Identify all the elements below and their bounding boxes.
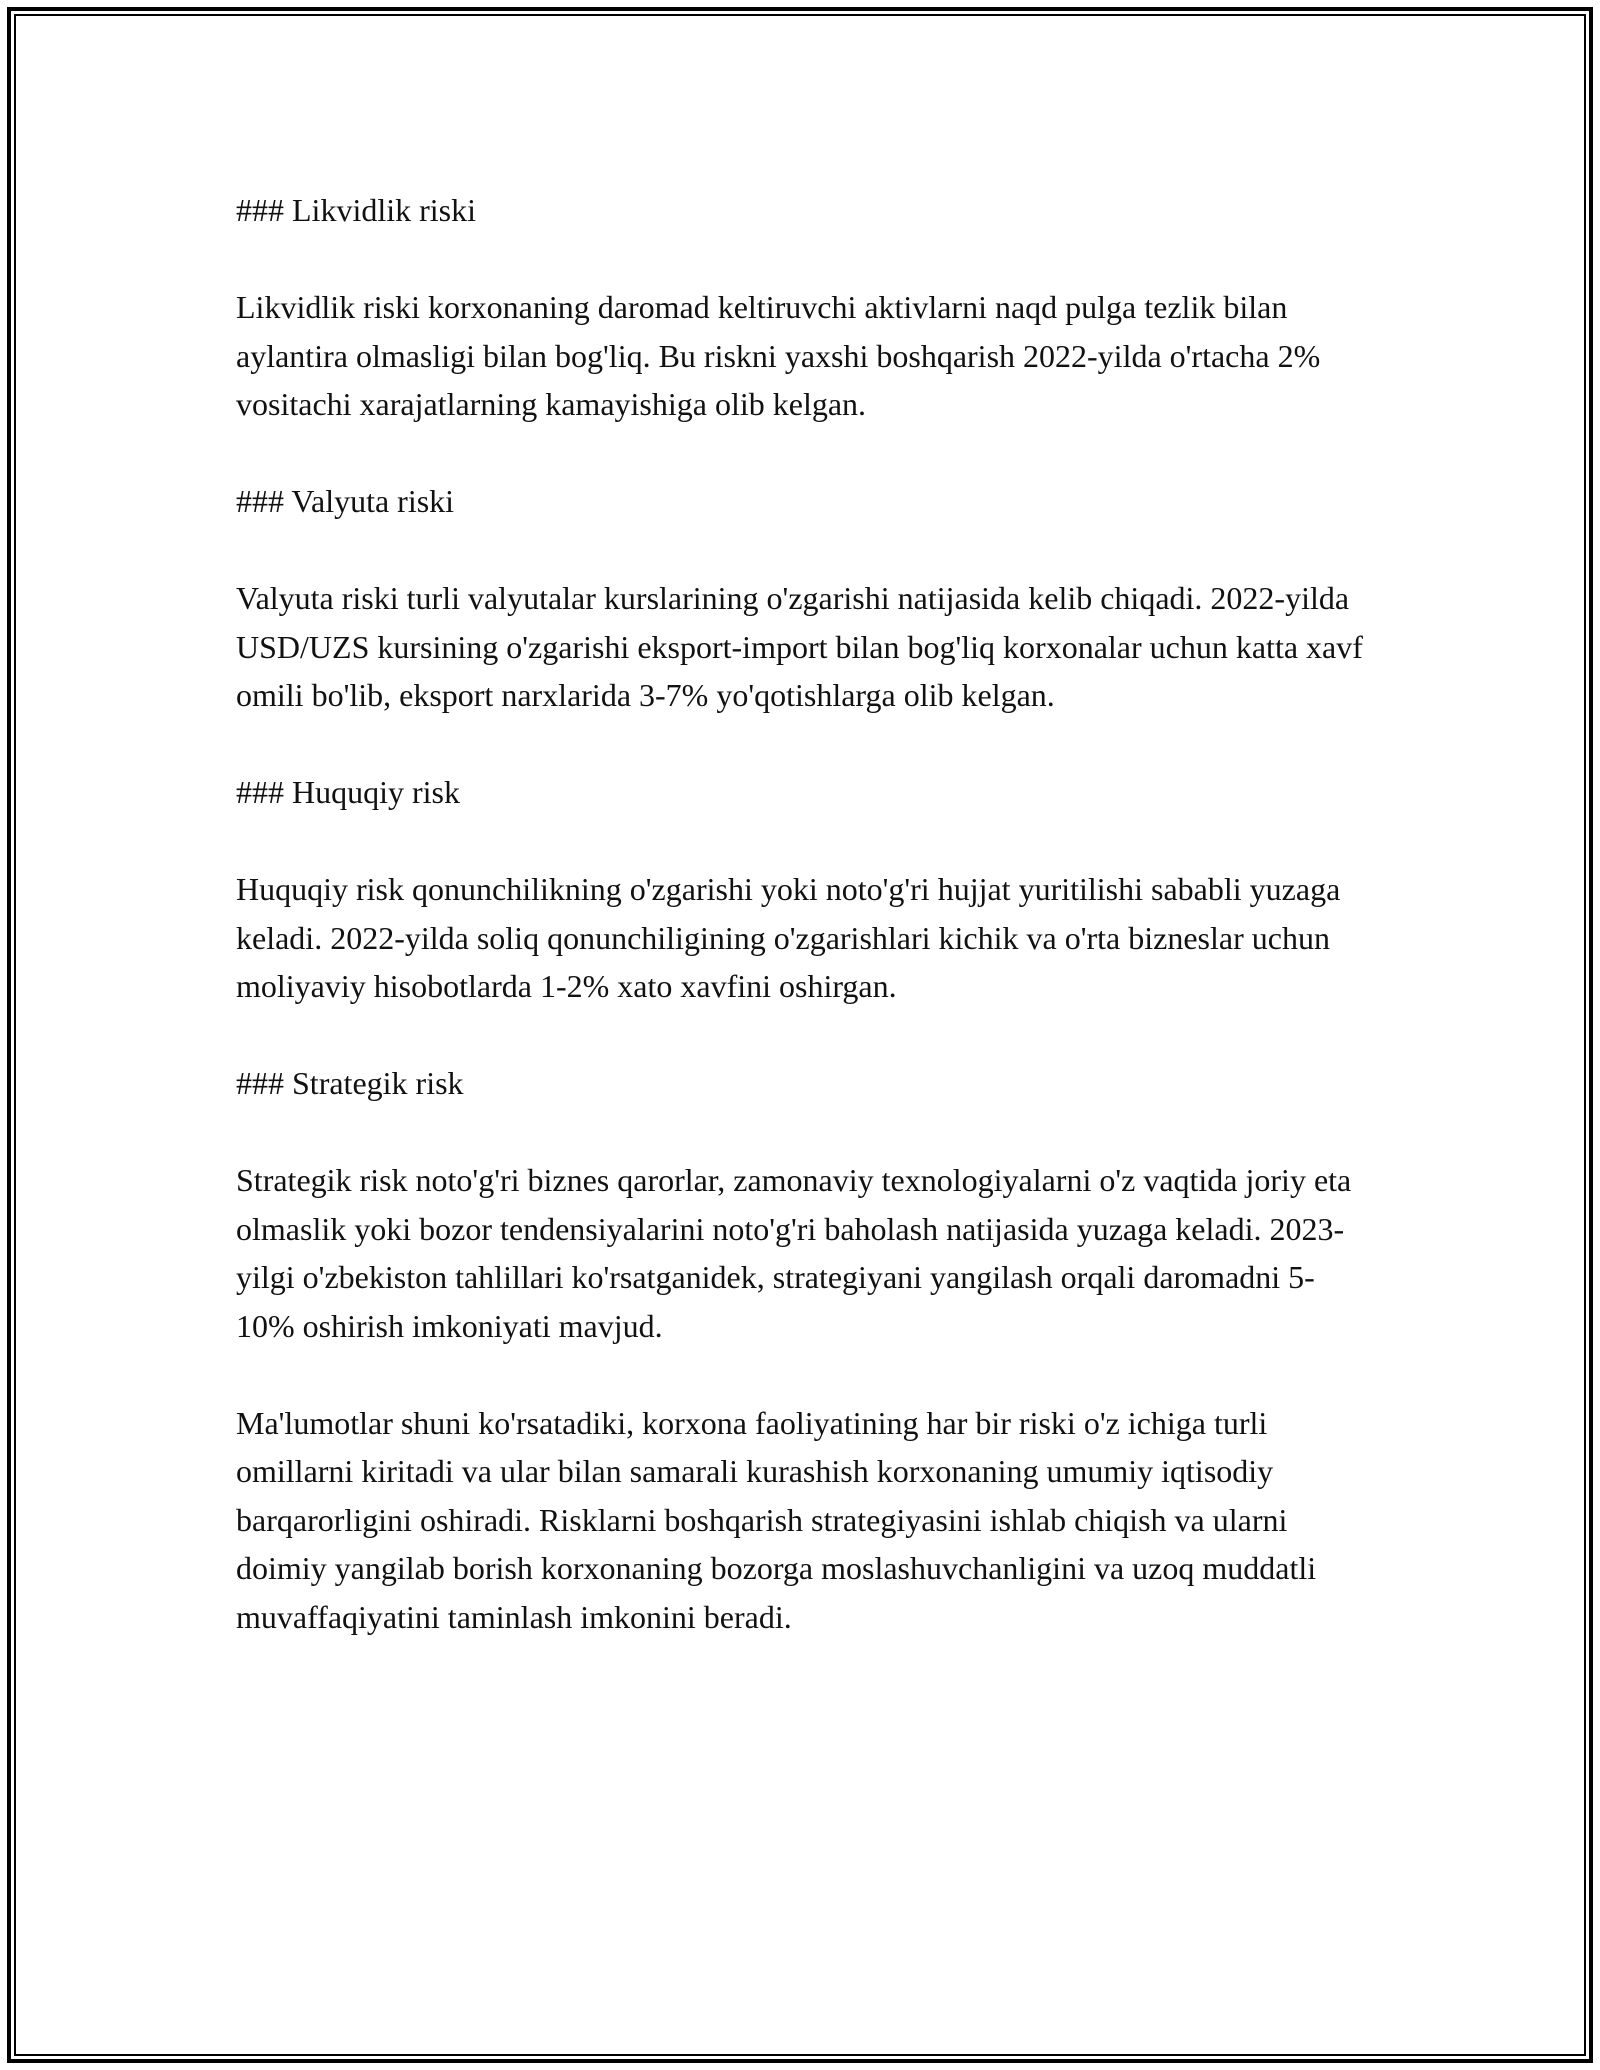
section-body-valyuta: Valyuta riski turli valyutalar kurslarining o'zgarishi natijasida kelib chiqadi. 2022-yilda USD/UZS kursining o'zgarishi eksport-import bilan bog'liq korxonalar uchun katta xavf omili bo'lib, eksport narxlarida 3-7% yo'qotishlarga olib kelgan.	[236, 580, 1363, 713]
section-heading-likvidlik: ### Likvidlik riski	[236, 192, 476, 228]
document-body	[236, 186, 1366, 1641]
section-heading-valyuta: ### Valyuta riski	[236, 483, 455, 519]
section-body-strategik: Strategik risk noto'g'ri biznes qarorlar, zamonaviy texnologiyalarni o'z vaqtida joriy eta olmaslik yoki bozor tendensiyalarini noto'g'ri baholash natijasida yuzaga keladi. 2023-yilgi o'zbekiston tahlillari ko'rsatganidek, strategiyani yangilash orqali daromadni 5-10% oshirish imkoniyati mavjud.	[236, 1162, 1352, 1344]
conclusion-paragraph: Ma'lumotlar shuni ko'rsatadiki, korxona faoliyatining har bir riski o'z ichiga turli omillarni kiritadi va ular bilan samarali kurashish korxonaning umumiy iqtisodiy barqarorligini oshiradi. Risklarni boshqarish strategiyasini ishlab chiqish va ularni doimiy yangilab borish korxonaning bozorga moslashuvchanligini va uzoq muddatli muvaffaqiyatini taminlash imkonini beradi.	[236, 1404, 1317, 1635]
section-heading-strategik: ### Strategik risk	[236, 1065, 464, 1101]
section-body-huquqiy: Huquqiy risk qonunchilikning o'zgarishi yoki noto'g'ri hujjat yuritilishi sababli yuzaga keladi. 2022-yilda soliq qonunchiligining o'zgarishlari kichik va o'rta bizneslar uchun moliyaviy hisobotlarda 1-2% xato xavfini oshirgan.	[236, 871, 1341, 1004]
section-heading-huquqiy: ### Huquqiy risk	[236, 774, 460, 810]
section-body-likvidlik: Likvidlik riski korxonaning daromad keltiruvchi aktivlarni naqd pulga tezlik bilan aylantira olmasligi bilan bog'liq. Bu riskni yaxshi boshqarish 2022-yilda o'rtacha 2% vositachi xarajatlarning kamayishiga olib kelgan.	[236, 289, 1321, 422]
